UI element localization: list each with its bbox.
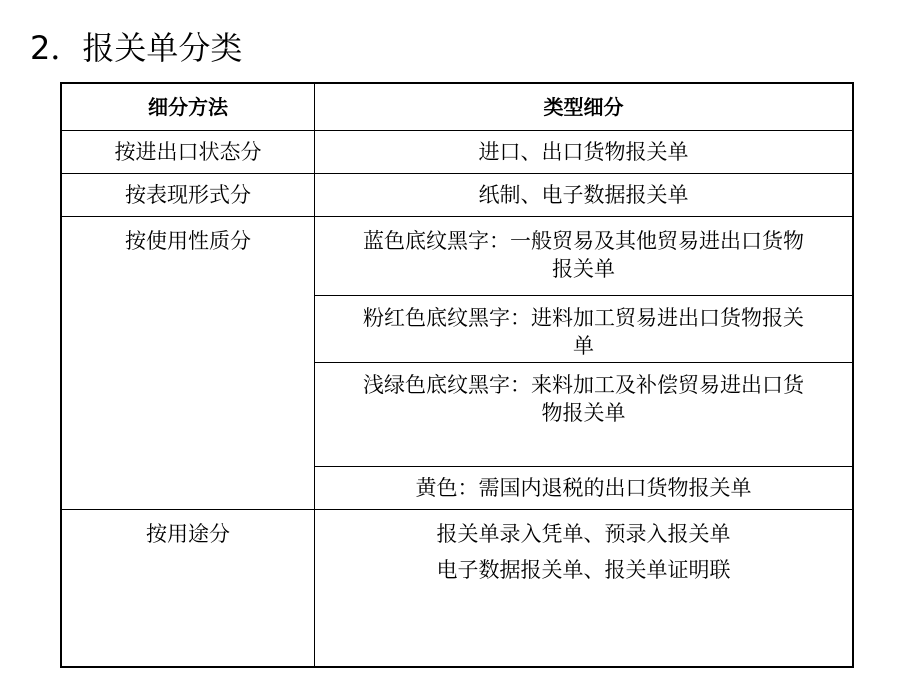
method-cell: 按进出口状态分 [61,131,315,174]
type-line: 报关单 [552,257,615,281]
classification-table [60,82,854,668]
type-line: 电子数据报关单、报关单证明联 [436,558,731,582]
table-row [61,217,853,296]
type-cell [315,510,854,668]
type-cell: 黄色：需国内退税的出口货物报关单 [315,467,854,510]
type-cell: 进口、出口货物报关单 [315,131,854,174]
type-line: 浅绿色底纹黑字：来料加工及补偿贸易进出口货 [363,373,804,397]
type-line: 报关单录入凭单、预录入报关单 [436,522,731,546]
method-cell: 按表现形式分 [61,174,315,217]
method-cell: 按用途分 [61,510,315,668]
method-cell: 按使用性质分 [61,217,315,510]
type-line: 单 [573,334,594,358]
table-row [61,131,853,174]
type-line: 蓝色底纹黑字：一般贸易及其他贸易进出口货物 [363,229,804,253]
table-row [61,510,853,668]
type-cell [315,363,854,467]
type-cell [315,296,854,363]
slide-title: 2．报关单分类 [30,29,243,67]
type-cell: 纸制、电子数据报关单 [315,174,854,217]
type-line: 粉红色底纹黑字：进料加工贸易进出口货物报关 [363,306,804,330]
type-cell [315,217,854,296]
header-types: 类型细分 [315,83,854,131]
table-header-row [61,83,853,131]
type-line: 物报关单 [541,401,626,425]
header-method: 细分方法 [61,83,315,131]
table-row [61,174,853,217]
